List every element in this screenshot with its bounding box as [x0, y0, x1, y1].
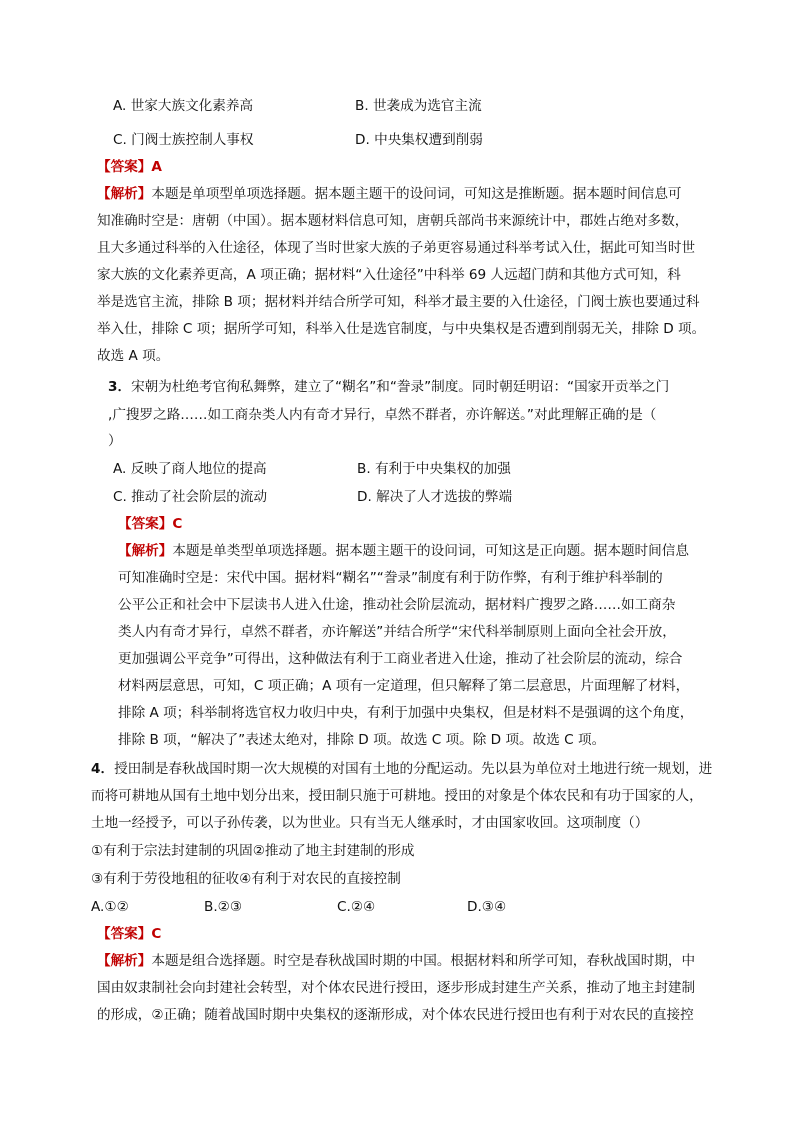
question-stem: 而将可耕地从国有土地中划分出来，授田制只施于可耕地。授田的对象是个体农民和有功于国家的人， [91, 788, 703, 804]
analysis-line: 排除 B 项，“解决了”表述太绝对，排除 D 项。故选 C 项。除 D 项。故选 C 项。 [118, 732, 606, 748]
analysis-line: 更加强调公平竞争”可得出，这种做法有利于工商业者进入仕途，推动了社会阶层的流动，综合 [118, 651, 683, 667]
analysis-line: 可知准确时空是：宋代中国。据材料“糊名”“誊录”制度有利于防作弊，有利于维护科举制的 [118, 570, 663, 586]
analysis-line [97, 951, 695, 971]
analysis-text: 本题是组合选择题。时空是春秋战国时期的中国。根据材料和所学可知，春秋战国时期，中 [151, 953, 696, 969]
analysis-line: 排除 A 项；科举制将选官权力收归中央，有利于加强中央集权，但是材料不是强调的这个角度， [118, 705, 694, 721]
option-a: A.①② [91, 899, 129, 915]
analysis-text: 本题是单类型单项选择题。据本题主题干的设问词，可知这是正向题。据本题时间信息 [172, 543, 689, 559]
analysis-line [118, 541, 689, 561]
answer-value: A [151, 159, 162, 175]
question-stem: 土地一经授予，可以子孙传袭，以为世业。只有当无人继承时，才由国家收回。这项制度（） [91, 815, 649, 831]
analysis-line: 且大多通过科举的入仕途径，体现了当时世家大族的子弟更容易通过科举考试入仕，据此可知当时世 [97, 240, 696, 256]
question-stem [91, 759, 712, 779]
option-c: C. 门阀士族控制人事权 [113, 132, 254, 148]
option-d: D. 解决了人才选拔的弊端 [357, 489, 513, 505]
analysis-line: 的形成，②正确；随着战国时期中央集权的逐渐形成，对个体农民进行授田也有利于对农民的直接控 [97, 1007, 694, 1023]
option-b: B. 世袭成为选官主流 [355, 98, 482, 114]
analysis-line [97, 184, 682, 204]
answer-tag: 【答案】 [97, 159, 152, 175]
answer-tag: 【答案】 [97, 926, 152, 942]
option-c: C. 推动了社会阶层的流动 [113, 489, 268, 505]
analysis-tag: 【解析】 [118, 543, 173, 559]
option-d: D.③④ [467, 899, 507, 915]
answer-line [97, 924, 161, 944]
analysis-line: 国由奴隶制社会向封建社会转型，对个体农民进行授田，逐步形成封建生产关系，推动了地主封建制 [97, 980, 696, 996]
question-number: 3． [108, 379, 132, 395]
option-c: C.②④ [337, 899, 376, 915]
question-stem: ,广搜罗之路……如工商杂类人内有奇才异行，卓然不群者，亦许解送。”对此理解正确的是（ [108, 407, 657, 423]
analysis-line: 家大族的文化素养更高，A 项正确；据材料“入仕途径”中科举 69 人远超门荫和其他方式可知，科 [97, 267, 681, 283]
option-b: B. 有利于中央集权的加强 [357, 461, 511, 477]
question-number: 4． [91, 761, 115, 777]
question-stem [108, 377, 669, 397]
question-stem: ） [108, 433, 122, 449]
stem-text: 授田制是春秋战国时期一次大规模的对国有土地的分配运动。先以县为单位对土地进行统一规划，进 [114, 761, 713, 777]
answer-value: C [151, 926, 162, 942]
analysis-line: 公平公正和社会中下层读书人进入仕途，推动社会阶层流动，据材料广搜罗之路……如工商杂 [118, 597, 676, 613]
answer-line [118, 514, 182, 534]
statement-item: ③有利于劳役地租的征收④有利于对农民的直接控制 [91, 871, 401, 887]
option-d: D. 中央集权遭到削弱 [355, 132, 483, 148]
analysis-tag: 【解析】 [97, 953, 152, 969]
analysis-text: 本题是单项型单项选择题。据本题主题干的设问词，可知这是推断题。据本题时间信息可 [151, 186, 682, 202]
stem-text: 宋朝为杜绝考官徇私舞弊，建立了“糊名”和“誊录”制度。同时朝廷明诏：“国家开贡举之门 [131, 379, 670, 395]
option-b: B.②③ [204, 899, 243, 915]
analysis-line: 故选 A 项。 [97, 348, 170, 364]
answer-line [97, 157, 162, 177]
analysis-line: 举是选官主流，排除 B 项；据材料并结合所学可知，科举才最主要的入仕途径，门阀士族也要通过科 [97, 294, 700, 310]
answer-tag: 【答案】 [118, 516, 173, 532]
statement-item: ①有利于宗法封建制的巩固②推动了地主封建制的形成 [91, 843, 415, 859]
option-a: A. 反映了商人地位的提高 [113, 461, 267, 477]
answer-value: C [172, 516, 183, 532]
analysis-line: 举入仕，排除 C 项；据所学可知，科举入仕是选官制度，与中央集权是否遭到削弱无关，排除 D 项。 [97, 321, 706, 337]
analysis-line: 类人内有奇才异行，卓然不群者，亦许解送”并结合所学“宋代科举制原则上面向全社会开放， [118, 624, 676, 640]
option-a: A. 世家大族文化素养高 [113, 98, 254, 114]
analysis-line: 材料两层意思，可知，C 项正确；A 项有一定道理，但只解释了第二层意思，片面理解了材料， [118, 678, 690, 694]
analysis-tag: 【解析】 [97, 186, 152, 202]
analysis-line: 知准确时空是：唐朝（中国）。据本题材料信息可知，唐朝兵部尚书来源统计中，郡姓占绝对多数， [97, 213, 689, 229]
